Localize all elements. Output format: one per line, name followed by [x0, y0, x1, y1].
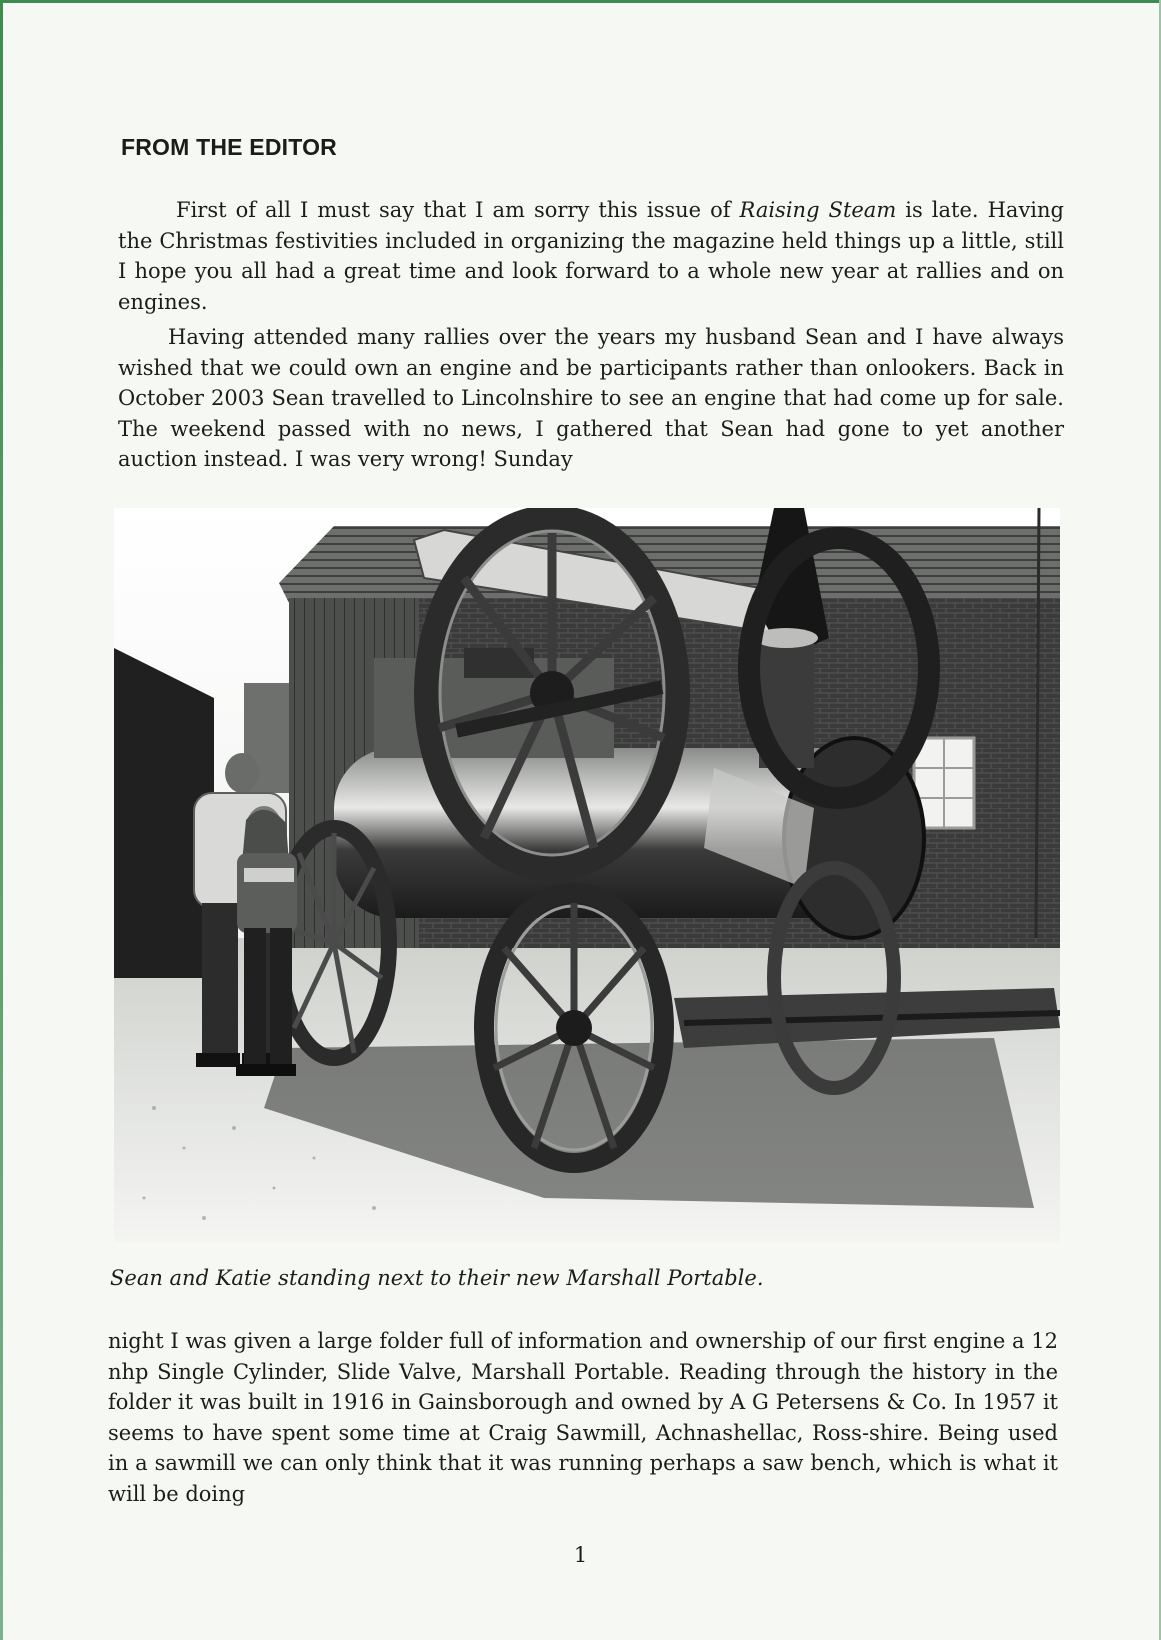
paragraph-intro-start: First of all I must say that I am sorry this issue of: [176, 198, 740, 222]
photo-caption: Sean and Katie standing next to their new Marshall Portable.: [110, 1266, 764, 1290]
page-spine-edge: [0, 0, 3, 1640]
page-edge: [0, 0, 1161, 3]
paragraph-intro: [118, 195, 1064, 317]
page-heading: FROM THE EDITOR: [121, 134, 337, 160]
page-number: 1: [573, 1543, 588, 1567]
engine-photo: [114, 508, 1060, 1242]
paragraph-story-continued: night I was given a large folder full of information and ownership of our first engine a 12 nhp Single Cylinder, Slide Valve, Marshall Portable. Reading through the history in the folder it was built in 1916 in Gainsborough and owned by A G Petersens & Co. In 1957 it seems to have spent some time at Craig Sawmill, Achnashellac, Ross-shire. Being used in a sawmill we can only think that it was running perhaps a saw bench, which is what it will be doing: [108, 1329, 1058, 1506]
paragraph-story-start-text: Having attended many rallies over the years my husband Sean and I have always wished that we could own an engine and be participants rather than onlookers. Back in October 2003 Sean travelled to Lincolnshire to see an engine that had come up for sale. The weekend passed with no news, I gathered that Sean had gone to yet another auction instead. I was very wrong! Sunday: [118, 325, 1064, 472]
paragraph-intro-end: is late. Having the Christmas festivities included in organizing the magazine held things up a little, still I hope you all had a great time and look forward to a whole new year at rallies and on engines.: [118, 198, 1064, 314]
magazine-title: Raising Steam: [739, 198, 897, 222]
paragraph-story-start: [118, 322, 1064, 475]
